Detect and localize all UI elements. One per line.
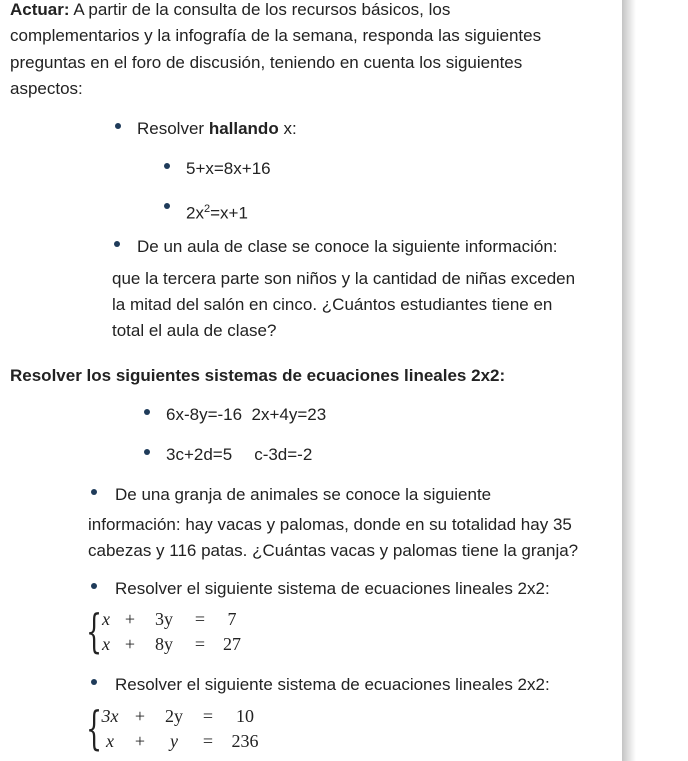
equation: 6x-8y=-16 2x+4y=23 xyxy=(166,405,327,424)
intro-line: complementarios y la infografía de la semana, responda las siguientes xyxy=(10,26,542,45)
item-sistema-1: Resolver el siguiente sistema de ecuaciones lineales 2x2: xyxy=(115,579,550,598)
item-aula: De un aula de clase se conoce la siguiente información: xyxy=(137,237,558,256)
item-granja: De una granja de animales se conoce la siguiente xyxy=(115,485,492,504)
intro-line: preguntas en el foro de discusión, teniendo en cuenta los siguientes xyxy=(10,53,523,72)
bullet-icon xyxy=(91,583,97,589)
item-aula-line: la mitad del salón en cinco. ¿Cuántos estudiantes tiene en xyxy=(112,295,553,314)
item-aula-line: que la tercera parte son niños y la cantidad de niñas exceden xyxy=(112,269,576,288)
equation: 5+x=8x+16 xyxy=(186,159,271,178)
bullet-icon xyxy=(144,449,150,455)
bullet-icon xyxy=(164,203,170,209)
item-granja-line: cabezas y 116 patas. ¿Cuántas vacas y palomas tiene la granja? xyxy=(88,541,579,560)
item-resolver-x: Resolver hallando x: xyxy=(137,119,297,138)
equation: $2x^2=x+1$ xyxy=(186,203,248,223)
bullet-icon xyxy=(115,123,121,129)
bullet-icon xyxy=(164,163,170,169)
section-title: Resolver los siguientes sistemas de ecuaciones lineales 2x2: xyxy=(10,366,506,385)
item-granja-line: información: hay vacas y palomas, donde en su totalidad hay 35 xyxy=(88,515,572,534)
brace-icon: { xyxy=(86,701,103,755)
bullet-icon xyxy=(114,241,120,247)
item-aula-line: total el aula de clase? xyxy=(112,321,277,340)
bullet-icon xyxy=(144,409,150,415)
item-sistema-2: Resolver el siguiente sistema de ecuaciones lineales 2x2: xyxy=(115,675,550,694)
intro-line: aspectos: xyxy=(10,79,83,98)
scrollbar-shadow xyxy=(622,0,636,761)
bullet-icon xyxy=(91,489,97,495)
brace-icon: { xyxy=(86,604,103,658)
intro-line: Actuar: A partir de la consulta de los recursos básicos, los xyxy=(10,0,451,19)
bullet-icon xyxy=(91,679,97,685)
equation: 3c+2d=5 c-3d=-2 xyxy=(166,445,313,464)
